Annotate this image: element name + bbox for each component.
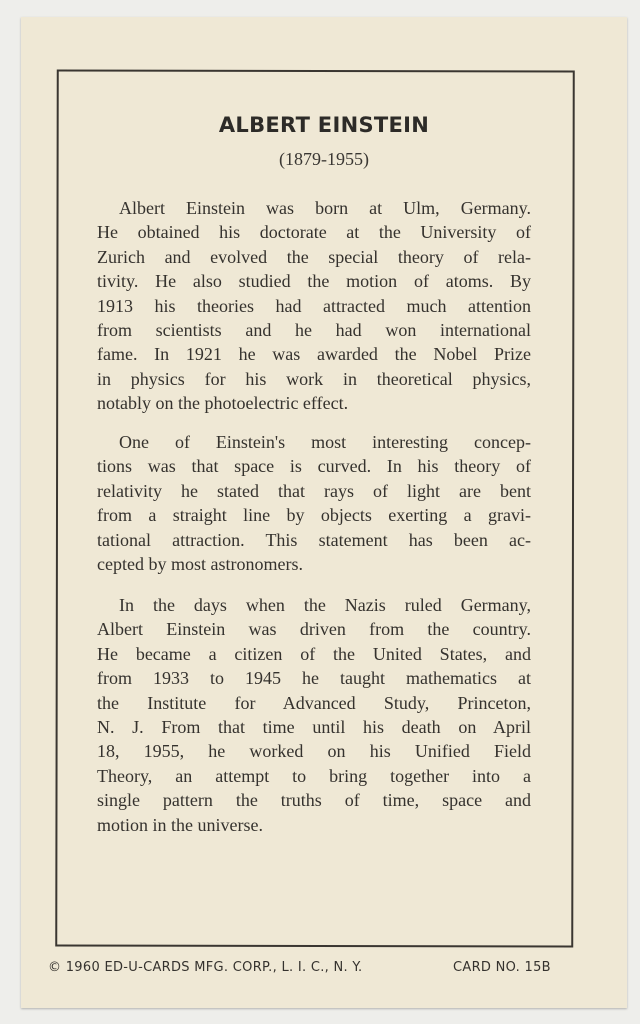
card-title: ALBERT EINSTEIN	[218, 113, 430, 137]
paragraph-2	[97, 430, 531, 576]
text-line: from 1933 to 1945 he taught mathematics at	[97, 668, 531, 689]
text-line: 1913 his theories had attracted much attention	[97, 295, 531, 316]
text-line: single pattern the truths of time, space and	[97, 790, 531, 811]
text-line: Albert Einstein was born at Ulm, Germany.	[119, 198, 531, 218]
text-line: 18, 1955, he worked on his Unified Field	[97, 741, 531, 762]
paragraph-3	[97, 593, 531, 837]
text-line: Albert Einstein was driven from the country.	[97, 619, 531, 640]
text-line: One of Einstein's most interesting concep-	[119, 432, 531, 452]
text-line: the Institute for Advanced Study, Princeton,	[97, 692, 531, 713]
text-line: He obtained his doctorate at the University of	[97, 222, 531, 243]
text-line: relativity he stated that rays of light are bent	[97, 480, 531, 501]
paragraph-1	[97, 196, 531, 416]
text-line: tions was that space is curved. In his theory of	[97, 456, 531, 477]
text-line: in physics for his work in theoretical physics,	[97, 368, 531, 389]
trading-card	[21, 17, 627, 1008]
text-line: Theory, an attempt to bring together into a	[97, 765, 531, 786]
text-line: He became a citizen of the United States, and	[97, 643, 531, 664]
text-line: Zurich and evolved the special theory of rela-	[97, 246, 531, 267]
text-line: notably on the photoelectric effect.	[97, 393, 349, 414]
text-line: motion in the universe.	[97, 814, 263, 835]
text-line: fame. In 1921 he was awarded the Nobel Prize	[97, 344, 531, 365]
text-line: N. J. From that time until his death on April	[97, 716, 531, 737]
text-line: In the days when the Nazis ruled Germany,	[119, 595, 531, 615]
copyright-notice: © 1960 ED-U-CARDS MFG. CORP., L. I. C., N. Y.	[48, 960, 363, 975]
card-number: CARD NO. 15B	[453, 960, 551, 975]
life-dates: (1879-1955)	[279, 149, 369, 169]
text-line: tational attraction. This statement has been ac-	[97, 529, 531, 550]
text-line: cepted by most astronomers.	[97, 553, 303, 574]
text-line: tivity. He also studied the motion of atoms. By	[97, 271, 531, 292]
text-line: from scientists and he had won international	[97, 319, 531, 340]
text-line: from a straight line by objects exerting a gravi-	[97, 505, 531, 526]
